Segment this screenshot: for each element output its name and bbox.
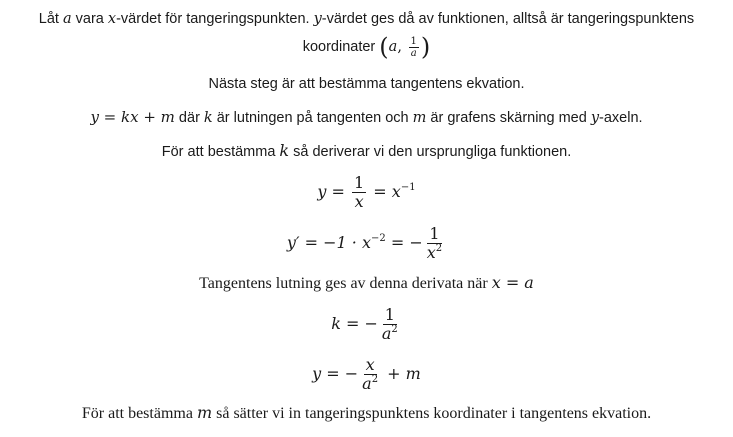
- comma: ,: [397, 39, 407, 55]
- equation-x-equals-a: x = a: [491, 273, 534, 292]
- math-var-k: k: [279, 141, 290, 160]
- power-base: a: [362, 374, 372, 393]
- text-span: så deriverar vi den ursprungliga funktionen.: [289, 144, 572, 160]
- text-span: -värdet för tangeringspunkten.: [116, 11, 314, 27]
- fraction-1-over-a-squared: [380, 306, 400, 343]
- power-base: a: [381, 324, 392, 343]
- fraction-x-over-a-squared: [360, 356, 380, 393]
- text-span: För att bestämma: [81, 405, 197, 422]
- power-exponent: 2: [391, 324, 398, 335]
- power-exponent: −2: [370, 233, 386, 244]
- fraction-denominator: [380, 325, 400, 343]
- math-var-y: y: [590, 110, 600, 126]
- math-var-x: x: [107, 11, 117, 27]
- paren-open: (: [379, 33, 389, 62]
- equation-lhs: k = −: [331, 314, 378, 333]
- paragraph-line-2: [0, 32, 733, 62]
- equals-sign: = −: [385, 233, 423, 252]
- paragraph-line-1: [0, 10, 733, 28]
- equation-1: [0, 172, 733, 212]
- fraction-numerator: 1: [429, 224, 440, 243]
- math-var-m: m: [412, 110, 427, 126]
- fraction-numerator: x: [365, 355, 375, 374]
- paragraph-line-6: [0, 274, 733, 293]
- text-span: vara: [71, 11, 108, 27]
- fraction-numerator: 1: [384, 305, 395, 324]
- text-span: Tangentens lutning ges av denna derivata när: [199, 275, 492, 292]
- text-span: där: [174, 110, 204, 126]
- power-exponent: 2: [371, 374, 379, 385]
- power-base: x: [391, 182, 401, 201]
- paren-close: ): [420, 33, 431, 62]
- fraction-numerator: 1: [354, 173, 365, 192]
- fraction-1-over-a: [409, 36, 419, 59]
- equation-rhs: + m: [382, 364, 421, 383]
- text-span: För att bestämma: [161, 144, 280, 160]
- math-var-y: y: [313, 11, 322, 27]
- power-exponent: −1: [400, 182, 416, 193]
- fraction-denominator: x: [354, 192, 364, 211]
- text-span: -värdet ges då av funktionen, alltså är tangeringspunktens: [321, 11, 695, 27]
- fraction-1-over-x-squared: [425, 225, 444, 262]
- math-var-k: k: [203, 110, 213, 126]
- fraction-denominator: [360, 375, 380, 393]
- math-var-a: a: [62, 11, 72, 27]
- paragraph-line-7: [0, 404, 733, 423]
- text-span: Låt: [38, 11, 63, 27]
- text-span: -axeln.: [599, 110, 643, 126]
- paragraph-line-3: [0, 75, 733, 93]
- equation-lhs: y′ = −1 ·: [286, 233, 362, 252]
- equation-2: [0, 222, 733, 264]
- text-span: koordinater: [302, 39, 380, 55]
- equation-3: [0, 303, 733, 345]
- paragraph-line-4: [0, 108, 733, 127]
- power-base: x: [361, 233, 371, 252]
- fraction-denominator: [425, 244, 444, 262]
- paragraph-line-5: [0, 142, 733, 161]
- text-span: är lutningen på tangenten och: [212, 110, 413, 126]
- equation-lhs: y = −: [312, 364, 359, 383]
- equation-lhs: y =: [317, 182, 351, 201]
- power-exponent: 2: [435, 243, 443, 254]
- fraction-numerator: 1: [410, 35, 417, 47]
- text-span: Nästa steg är att bestämma tangentens ekvation.: [208, 76, 525, 92]
- power-base: x: [426, 243, 436, 262]
- equation-tangent-line: y = kx + m: [90, 108, 175, 126]
- equals-sign: =: [368, 182, 392, 201]
- text-span: är grafens skärning med: [426, 110, 591, 126]
- fraction-denominator: a: [410, 47, 417, 59]
- math-var-m: m: [196, 403, 213, 422]
- text-span: så sätter vi in tangeringspunktens koordinater i tangentens ekvation.: [212, 405, 652, 422]
- math-var-a: a: [388, 39, 398, 55]
- equation-4: [0, 353, 733, 395]
- fraction-1-over-x: [352, 174, 366, 211]
